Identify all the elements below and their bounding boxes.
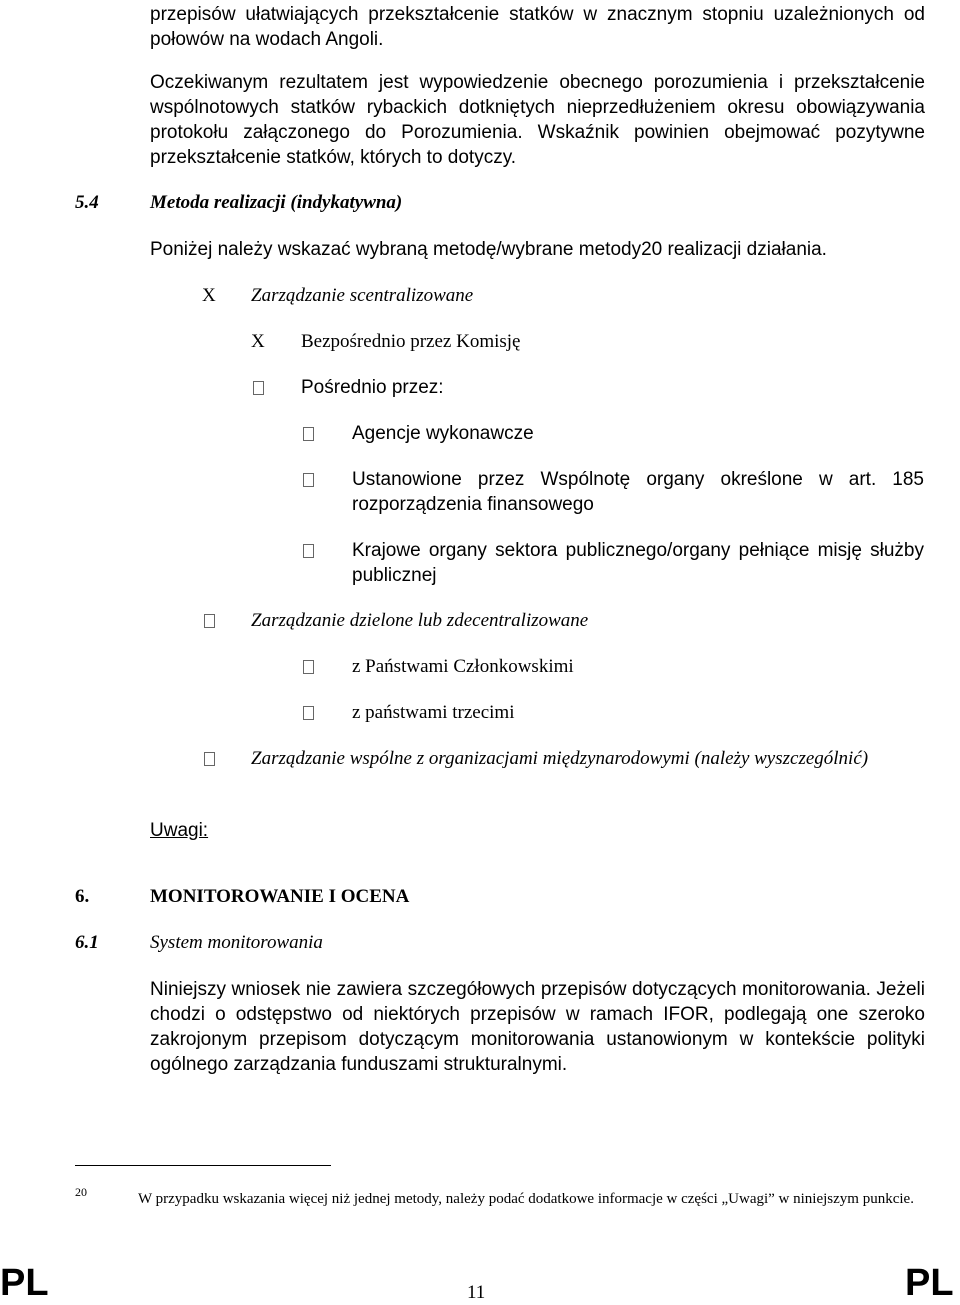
option-shared-management-label: Zarządzanie dzielone lub zdecentralizowane: [251, 610, 589, 631]
option-indirect-label: Pośrednio przez:: [301, 377, 444, 398]
option-third-countries-label: z państwami trzecimi: [352, 702, 515, 723]
section-5-4-lead: Poniżej należy wskazać wybraną metodę/wybrane metody20 realizacji działania.: [150, 239, 827, 260]
section-5-4-title: Metoda realizacji (indykatywna): [150, 192, 403, 213]
checkbox-national-bodies[interactable]: [303, 544, 314, 558]
section-6-title: MONITOROWANIE I OCENA: [150, 886, 410, 907]
checked-mark-direct[interactable]: X: [251, 331, 265, 352]
page-number: 11: [467, 1282, 486, 1303]
checkbox-indirect[interactable]: [253, 381, 264, 395]
footnote-text: W przypadku wskazania więcej niż jednej metody, należy podać dodatkowe informacje w części „Uwagi” w niniejszym punkcie.: [138, 1191, 914, 1207]
option-agencies-label: Agencje wykonawcze: [352, 423, 534, 444]
checkbox-third-countries[interactable]: [303, 706, 314, 720]
section-6-number: 6.: [75, 886, 90, 907]
intro-paragraph-continued: przepisów ułatwiających przekształcenie statków w znacznym stopniu uzależnionych od połowów na wodach Angoli.: [150, 4, 925, 50]
section-5-4-number: 5.4: [75, 192, 99, 213]
option-joint-management-label: Zarządzanie wspólne z organizacjami międzynarodowymi (należy wyszczególnić): [251, 748, 869, 769]
checkbox-member-states[interactable]: [303, 660, 314, 674]
checkbox-community-bodies[interactable]: [303, 473, 314, 487]
section-6-1-body: Niniejszy wniosek nie zawiera szczegółowych przepisów dotyczących monitorowania. Jeżeli chodzi o odstępstwo od niektórych przepisów w ramach IFOR, podlegają one szeroko zakrojonym przepisom dotyczącym monitorowania ustanowionym w kontekście polityki ogólnego zarządzania funduszami strukturalnymi.: [150, 979, 925, 1075]
footnote-separator: [75, 1165, 331, 1166]
option-national-bodies-label: Krajowe organy sektora publicznego/organy pełniące misję służby publicznej: [352, 540, 924, 586]
remarks-label: Uwagi:: [150, 820, 209, 841]
footer-language-left: PL: [0, 1262, 49, 1304]
section-6-1-number: 6.1: [75, 932, 99, 953]
option-centralized-label: Zarządzanie scentralizowane: [251, 285, 474, 306]
checkbox-joint-management[interactable]: [204, 752, 215, 766]
checked-mark-centralized[interactable]: X: [202, 285, 216, 306]
checkbox-agencies[interactable]: [303, 427, 314, 441]
option-member-states-label: z Państwami Członkowskimi: [352, 656, 574, 677]
intro-paragraph-expected-result: Oczekiwanym rezultatem jest wypowiedzenie obecnego porozumienia i przekształcenie wspólnotowych statków rybackich dotkniętych nieprzedłużeniem okresu obowiązywania protokołu załączonego do Porozumienia. Wskaźnik powinien obejmować pozytywne przekształcenie statków, których to dotyczy.: [150, 72, 925, 168]
option-community-bodies-label: Ustanowione przez Wspólnotę organy określone w art. 185 rozporządzenia finansowego: [352, 469, 924, 515]
footer-language-right: PL: [905, 1262, 954, 1304]
option-direct-label: Bezpośrednio przez Komisję: [301, 331, 521, 352]
section-6-1-title: System monitorowania: [150, 932, 323, 953]
footnote-number: 20: [75, 1185, 87, 1199]
checkbox-shared-management[interactable]: [204, 614, 215, 628]
